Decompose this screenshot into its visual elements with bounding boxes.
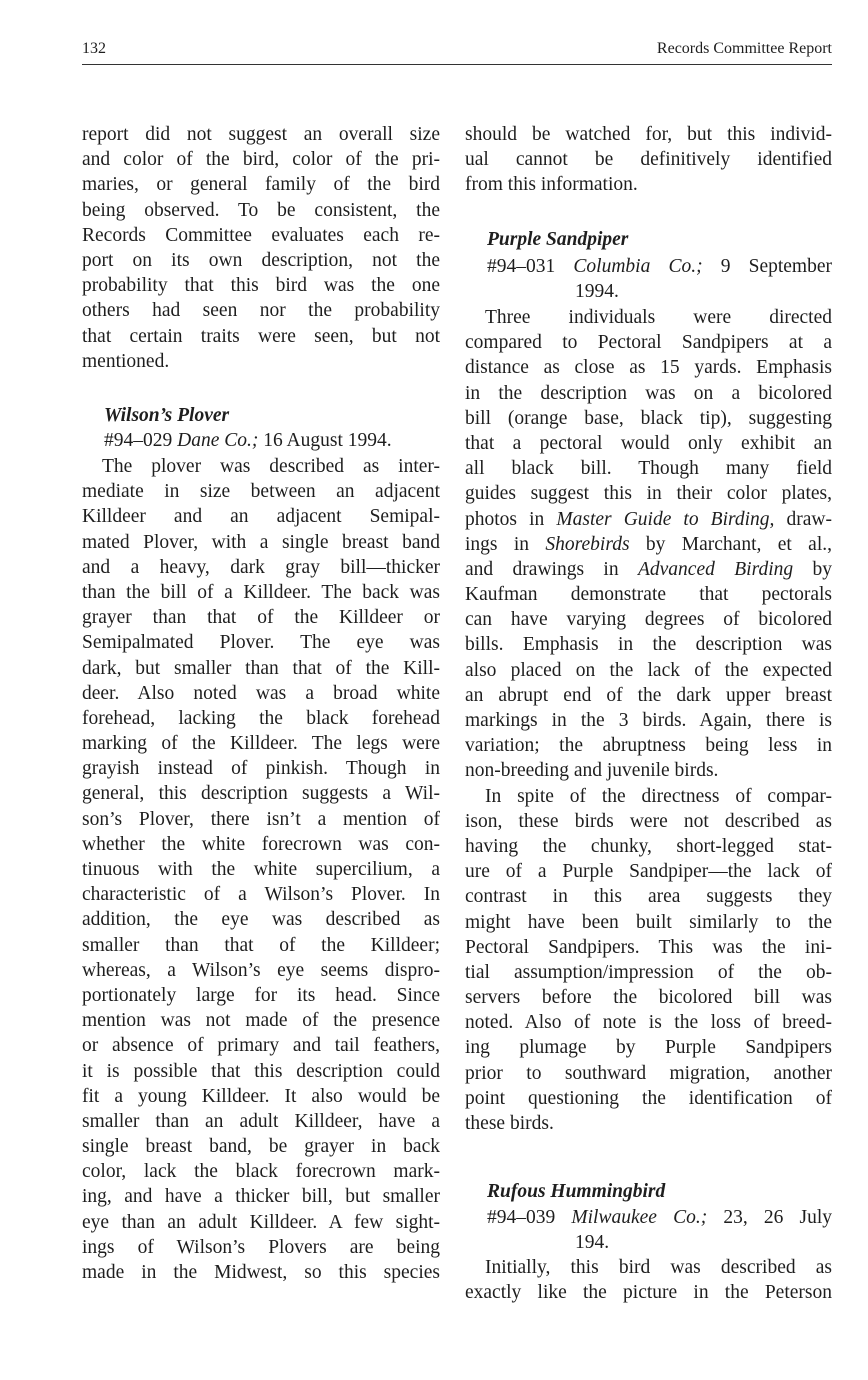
text-line: servers before the bicolored bill was [465, 987, 832, 1009]
text-line: fit a young Killdeer. It also would be [82, 1085, 440, 1107]
text-line: all black bill. Though many field [465, 458, 832, 480]
text-line: ings of Wilson’s Plovers are being [82, 1236, 440, 1258]
text-line: photos in Master Guide to Birding, draw- [465, 508, 832, 530]
paragraph [82, 454, 440, 1285]
text-line: ure of a Purple Sandpiper—the lack of [465, 861, 832, 883]
record-date: 23, 26 July [723, 1207, 832, 1228]
heading-text: Purple Sandpiper [487, 229, 629, 250]
text-line: that certain traits were seen, but not [82, 325, 440, 347]
header-rule [82, 64, 832, 65]
record-number: #94–031 [487, 256, 556, 277]
text-line: general, this description suggests a Wil- [82, 783, 440, 805]
record-date: 9 September [720, 256, 832, 277]
heading-text: Wilson’s Plover [104, 405, 230, 426]
text-line: mentioned. [82, 350, 170, 372]
text-line: these birds. [465, 1113, 554, 1134]
record-county: Dane Co.; [177, 430, 259, 451]
paragraph [82, 122, 440, 374]
text-line: deer. Also noted was a broad white [82, 682, 440, 704]
record-county: Columbia Co.; [573, 256, 703, 277]
text-line: smaller than that of the Killdeer; [82, 934, 440, 956]
paragraph [465, 305, 832, 1136]
text-line: marking of the Killdeer. The legs were [82, 733, 440, 755]
record-date-cont: 194. [575, 1232, 610, 1254]
text-line: bill (orange base, black tip), suggesting [465, 407, 832, 429]
text-line: an abrupt end of the dark upper breast [465, 684, 832, 706]
text-line: ing plumage by Purple Sandpipers [465, 1037, 832, 1059]
text-line: report did not suggest an overall size [82, 124, 440, 145]
species-heading [465, 227, 832, 252]
record-date: 16 August 1994. [263, 430, 392, 451]
text-line: characteristic of a Wilson’s Plover. In [82, 884, 440, 906]
record-line [465, 254, 832, 304]
text-line: markings in the 3 birds. Again, there is [465, 710, 832, 731]
text-line: should be watched for, but this individ- [465, 124, 832, 145]
text-line: In spite of the directness of compar- [485, 785, 832, 807]
text-line: tinuous with the white supercilium, a [82, 859, 440, 880]
text-line: mention was not made of the presence [82, 1010, 440, 1032]
text-line: single breast band, be grayer in back [82, 1136, 440, 1158]
paragraph [465, 1255, 832, 1305]
text-line: mediate in size between an adjacent [82, 481, 440, 503]
text-line: grayer than that of the Killdeer or [82, 607, 440, 629]
text-line: bills. Emphasis in the description was [465, 634, 832, 656]
text-line: maries, or general family of the bird [82, 174, 440, 196]
text-line: in the description was on a bicolored [465, 382, 832, 404]
text-line: ing, and have a thicker bill, but smaller [82, 1186, 440, 1208]
text-line: Records Committee evaluates each re- [82, 224, 440, 246]
text-line: ual cannot be definitively identified [465, 149, 832, 171]
text-line: having the chunky, short-legged stat- [465, 835, 832, 857]
text-line: The plover was described as inter- [102, 456, 440, 477]
text-line: Killdeer and an adjacent Semipal- [82, 506, 440, 528]
text-line: guides suggest this in their color plates, [465, 483, 832, 505]
record-number: #94–039 [487, 1207, 556, 1228]
text-line: color, lack the black forecrown mark- [82, 1161, 440, 1183]
text-line: forehead, lacking the black forehead [82, 707, 440, 729]
text-line: non-breeding and juvenile birds. [465, 760, 719, 782]
text-line: that a pectoral would only exhibit an [465, 432, 832, 454]
paragraph [465, 122, 832, 198]
text-line: prior to southward migration, another [465, 1062, 832, 1084]
text-line: tial assumption/impression of the ob- [465, 961, 832, 983]
record-line [465, 1205, 832, 1255]
text-line: than the bill of a Killdeer. The back was [82, 581, 440, 603]
text-line: whereas, a Wilson’s eye seems dispro- [82, 959, 440, 981]
text-line: point questioning the identification of [465, 1087, 832, 1109]
species-heading [465, 1179, 832, 1204]
text-line: ings in Shorebirds by Marchant, et al., [465, 533, 832, 555]
text-line: Three individuals were directed [485, 307, 832, 328]
text-line: Kaufman demonstrate that pectorals [465, 584, 832, 606]
text-line: also placed on the lack of the expected [465, 659, 832, 681]
text-line: and drawings in Advanced Birding by [465, 558, 833, 580]
text-line: others had seen nor the probability [82, 300, 440, 322]
text-line: distance as close as 15 yards. Emphasis [465, 357, 832, 379]
text-line: probability that this bird was the one [82, 275, 440, 297]
text-line: whether the white forecrown was con- [82, 833, 440, 855]
running-title: Records Committee Report [656, 40, 832, 57]
text-line: addition, the eye was described as [82, 909, 440, 931]
text-line: ison, these birds were not described as [465, 810, 832, 832]
text-line: variation; the abruptness being less in [465, 735, 832, 757]
text-line: grayish instead of pinkish. Though in [82, 758, 440, 780]
text-line: made in the Midwest, so this species [82, 1262, 440, 1283]
record-county: Milwaukee Co.; [571, 1207, 708, 1228]
text-line: son’s Plover, there isn’t a mention of [82, 808, 440, 830]
record-line [82, 428, 440, 453]
text-line: can have varying degrees of bicolored [465, 609, 832, 631]
text-line: smaller than an adult Killdeer, have a [82, 1110, 440, 1132]
text-line: it is possible that this description could [82, 1060, 440, 1082]
text-line: Initially, this bird was described as [485, 1257, 832, 1278]
text-line: or absence of primary and tail feathers, [82, 1035, 440, 1057]
book-title: Advanced Birding [637, 558, 794, 580]
record-number: #94–029 [104, 430, 173, 451]
text-line: compared to Pectoral Sandpipers at a [465, 332, 832, 354]
text-line: noted. Also of note is the loss of breed- [465, 1012, 832, 1034]
text-line: Pectoral Sandpipers. This was the ini- [465, 936, 832, 958]
text-line: port on its own description, not the [82, 249, 440, 271]
text-line: being observed. To be consistent, the [82, 199, 440, 221]
text-line: dark, but smaller than that of the Kill- [82, 657, 440, 679]
species-heading [82, 403, 440, 428]
text-line: exactly like the picture in the Peterson [465, 1282, 832, 1304]
book-title: Shorebirds [545, 533, 630, 555]
text-line: contrast in this area suggests they [465, 886, 832, 908]
heading-text: Rufous Hummingbird [487, 1181, 666, 1202]
text-line: eye than an adult Killdeer. A few sight- [82, 1211, 440, 1233]
text-line: and color of the bird, color of the pri- [82, 149, 440, 171]
page-number: 132 [82, 40, 106, 57]
text-line: Semipalmated Plover. The eye was [82, 632, 440, 654]
text-line: portionately large for its head. Since [82, 984, 440, 1006]
text-line: might have been built similarly to the [465, 911, 832, 933]
text-line: and a heavy, dark gray bill—thicker [82, 556, 440, 578]
record-date-cont: 1994. [575, 281, 619, 303]
text-line: mated Plover, with a single breast band [82, 531, 440, 553]
book-title: Master Guide to Birding, [556, 508, 775, 530]
text-line: from this information. [465, 174, 638, 196]
